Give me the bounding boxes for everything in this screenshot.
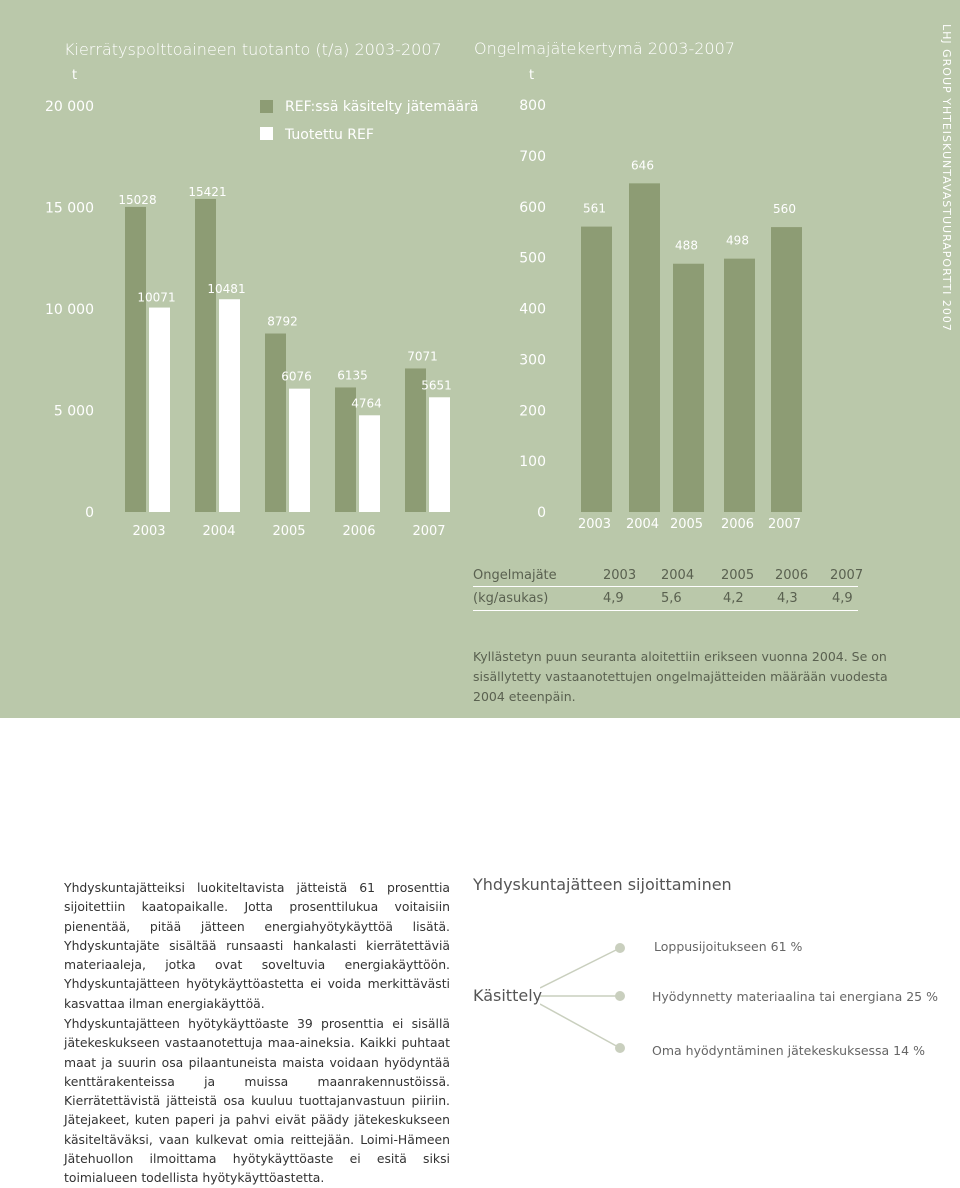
hazardous-waste-chart: [470, 0, 860, 560]
hazardous-chart-title: Ongelmajätekertymä 2003-2007: [474, 39, 735, 58]
y-tick-label: 0: [537, 505, 546, 521]
y-tick-label: 200: [519, 403, 546, 420]
ref-production-chart: [0, 0, 470, 560]
x-tick-label-2003: 2003: [132, 524, 166, 539]
bar-hazardous-2003: [581, 227, 612, 512]
data-label-processed-2007: 7071: [407, 349, 438, 364]
table-value-2005: 4,2: [723, 591, 744, 606]
report-side-label: LHJ GROUP YHTEISKUNTAVASTUURAPORTTI 2007: [940, 24, 953, 332]
data-label-hazardous-2007: 560: [773, 202, 796, 217]
ref-chart-unit: t: [72, 68, 78, 83]
table-year-2004: 2004: [661, 568, 695, 583]
x-tick-label-2003: 2003: [577, 517, 612, 532]
legend-label-ref: Tuotettu REF: [285, 127, 374, 143]
x-tick-label-2004: 2004: [625, 517, 660, 532]
y-tick-label: 500: [519, 250, 546, 267]
y-tick-label: 300: [519, 352, 546, 369]
y-tick-label: 600: [519, 199, 546, 216]
data-label-hazardous-2005: 488: [675, 238, 698, 253]
data-label-ref-2003: 10071: [137, 290, 176, 305]
x-tick-label-2006: 2006: [342, 524, 376, 539]
table-year-2006: 2006: [775, 568, 809, 583]
data-label-ref-2005: 6076: [281, 369, 312, 384]
x-tick-label-2004: 2004: [202, 524, 236, 539]
table-year-2003: 2003: [603, 568, 637, 583]
bar-ref-2004: [219, 299, 240, 512]
connector-line-1: [540, 948, 620, 988]
x-tick-label-2007: 2007: [767, 517, 802, 532]
table-rule-top: [473, 586, 858, 587]
data-label-hazardous-2006: 498: [726, 233, 749, 248]
data-label-ref-2006: 4764: [351, 396, 382, 411]
table-value-2006: 4,3: [777, 591, 798, 606]
data-label-processed-2006: 6135: [337, 368, 368, 383]
diagram-branch-landfill: Loppusijoitukseen 61 %: [654, 939, 803, 954]
connector-line-3: [540, 1004, 620, 1048]
connector-dot-3: [615, 1043, 625, 1053]
table-value-2003: 4,9: [603, 591, 624, 606]
x-tick-label-2007: 2007: [412, 524, 446, 539]
table-value-2004: 5,6: [661, 591, 682, 606]
table-year-2005: 2005: [721, 568, 755, 583]
data-label-hazardous-2004: 646: [631, 158, 654, 173]
diagram-branch-recovered: Hyödynnetty materiaalina tai energiana 25 %: [652, 989, 938, 1004]
bar-ref-2007: [429, 397, 450, 512]
data-label-ref-2004: 10481: [207, 282, 246, 297]
chart-footnote: Kyllästetyn puun seuranta aloitettiin erikseen vuonna 2004. Se on sisällytetty vastaanotettujen ongelmajätteiden määrään vuodesta 2004 eteenpäin.: [473, 649, 888, 704]
bar-ref-2003: [149, 308, 170, 512]
data-label-processed-2003: 15028: [118, 192, 157, 207]
y-tick-label: 15 000: [45, 200, 94, 217]
x-tick-label-2005: 2005: [669, 517, 704, 532]
y-tick-label: 10 000: [45, 302, 94, 318]
connector-dot-2: [615, 991, 625, 1001]
diagram-title: Yhdyskuntajätteen sijoittaminen: [473, 875, 732, 894]
diagram-connectors: [540, 930, 640, 1070]
table-value-2007: 4,9: [832, 591, 853, 606]
y-tick-label: 20 000: [45, 99, 94, 115]
y-tick-label: 700: [519, 148, 546, 165]
legend-label-processed: REF:ssä käsitelty jätemäärä: [285, 99, 479, 115]
y-tick-label: 800: [519, 98, 546, 114]
table-rule-bottom: [473, 610, 858, 611]
bar-hazardous-2006: [724, 259, 755, 512]
diagram-root-label: Käsittely: [473, 986, 543, 1005]
bar-ref-2006: [359, 415, 380, 512]
table-row-label-1: Ongelmajäte: [473, 568, 557, 583]
body-paragraph-1: Yhdyskuntajätteiksi luokiteltavista jätteistä 61 prosenttia sijoitettiin kaatopaikalle. Jotta prosenttilukua voitaisiin pienentää, pitää jätteen energiahyötykäyttöä lisätä. Yhdyskuntajäte sisältää runsaasti hankalasti kierrätettäviä materiaaleja, jotka ovat soveltuvia energiakäyttöön. Yhdyskuntajätteen hyötykäyttöastetta ei voida merkittävästi kasvattaa ilman energiakäyttöä.: [64, 880, 450, 1011]
y-tick-label: 100: [519, 454, 546, 471]
table-year-2007: 2007: [830, 568, 864, 583]
y-tick-label: 400: [519, 301, 546, 318]
data-label-processed-2004: 15421: [188, 184, 227, 199]
bar-processed-2004: [195, 199, 216, 512]
diagram-branch-own-use: Oma hyödyntäminen jätekeskuksessa 14 %: [652, 1043, 925, 1058]
bar-processed-2005: [265, 334, 286, 512]
ref-chart-title: Kierrätyspolttoaineen tuotanto (t/a) 2003-2007: [64, 40, 442, 59]
bar-ref-2005: [289, 389, 310, 512]
body-paragraph-2: Yhdyskuntajätteen hyötykäyttöaste 39 prosenttia ei sisällä jätekeskukseen vastaanotettuja maa-aineksia. Kaikki puhtaat maat ja suurin osa pilaantuneista maista voidaan hyödyntää kenttärakenteissa ja muissa maanrakennustöissä. Kierrätettävistä jätteistä osa kuuluu tuottajanvastuun piiriin. Jätejakeet, kuten paperi ja pahvi eivät päädy jätekeskukseen käsiteltäväksi, vaan kulkevat omia reittejään. Loimi-Hämeen Jätehuollon ilmoittama hyötykäyttöaste ei esitä siksi toimialueen todellista hyötykäyttöastetta.: [64, 1016, 450, 1186]
x-tick-label-2005: 2005: [272, 524, 306, 539]
bar-hazardous-2007: [771, 227, 802, 512]
hazardous-chart-unit: t: [529, 68, 535, 83]
data-label-ref-2007: 5651: [421, 378, 452, 393]
bar-hazardous-2005: [673, 264, 704, 512]
x-tick-label-2006: 2006: [720, 517, 755, 532]
table-row-label-2: (kg/asukas): [473, 591, 549, 606]
connector-dot-1: [615, 943, 625, 953]
bar-processed-2003: [125, 207, 146, 512]
y-tick-label: 0: [85, 505, 94, 521]
y-tick-label: 5 000: [53, 403, 94, 420]
bar-hazardous-2004: [629, 183, 660, 512]
data-label-hazardous-2003: 561: [583, 201, 606, 216]
data-label-processed-2005: 8792: [267, 314, 298, 329]
